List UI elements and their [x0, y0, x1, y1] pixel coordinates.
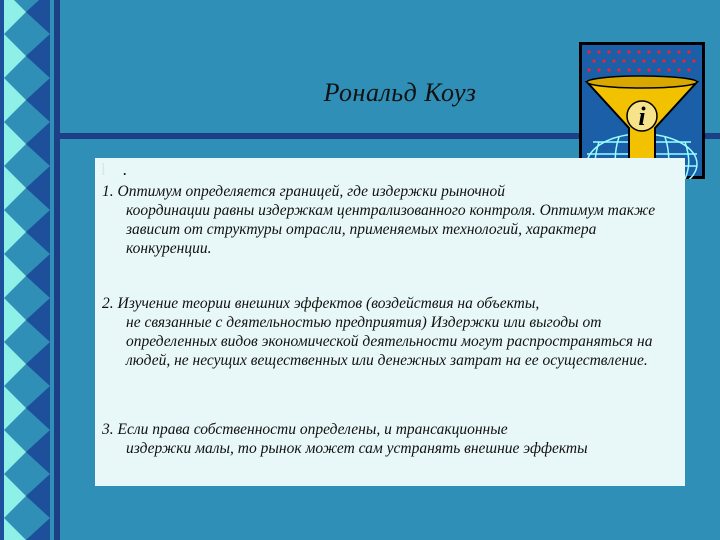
logo-dot — [607, 50, 610, 53]
strip-edge — [0, 78, 4, 122]
logo-dot — [667, 50, 670, 53]
logo-dot — [647, 68, 650, 71]
strip-edge — [0, 298, 4, 342]
logo-dot — [647, 50, 650, 53]
paragraph-2 — [102, 294, 682, 370]
logo-dot — [682, 59, 685, 62]
logo-dot — [602, 59, 605, 62]
logo-dot — [642, 59, 645, 62]
paragraph-3 — [102, 420, 677, 458]
logo-dot — [627, 50, 630, 53]
paragraph-2-continuation: не связанные с деятельностью предприятия) Издержки или выгоды от определенных видов экономической деятельности могут распространяться на людей, не несущих вещественных или денежных затрат на ее осуществление. — [126, 314, 653, 369]
logo-dot — [617, 68, 620, 71]
strip-edge — [0, 34, 4, 78]
logo-dot — [672, 59, 675, 62]
logo-dot — [687, 50, 690, 53]
paragraph-2-first-line: 2. Изучение теории внешних эффектов (воздействия на объекты, — [102, 295, 540, 312]
logo-dot — [652, 59, 655, 62]
strip-edge — [0, 386, 4, 430]
logo-dot — [692, 59, 695, 62]
logo-dot — [587, 50, 590, 53]
paragraph-3-continuation: издержки малы, то рынок может сам устранять внешние эффекты — [126, 440, 588, 457]
logo-dot — [597, 68, 600, 71]
slide-title: Рональд Коуз — [323, 78, 477, 107]
paragraph-1 — [102, 182, 677, 258]
strip-edge — [0, 474, 4, 518]
logo-dot — [627, 68, 630, 71]
logo-dot — [657, 50, 660, 53]
strip-edge — [0, 254, 4, 298]
vertical-divider-line — [54, 0, 60, 540]
strip-edge — [0, 518, 4, 540]
logo-letter: i — [638, 102, 646, 131]
content-panel — [95, 158, 685, 486]
paragraph-1-continuation: координации равны издержкам централизованного контроля. Оптимум также зависит от структуры отрасли, применяемых технологий, характера конкуренции. — [126, 202, 656, 257]
logo-dot — [592, 59, 595, 62]
logo-dot — [677, 50, 680, 53]
logo-dot — [637, 50, 640, 53]
bullet-marker: l — [101, 160, 106, 179]
logo-dot — [662, 59, 665, 62]
logo-dot — [657, 68, 660, 71]
strip-edge — [0, 166, 4, 210]
logo-dot — [622, 59, 625, 62]
paragraph-3-first-line: 3. Если права собственности определены, и трансакционные — [102, 421, 508, 438]
logo-dot — [637, 68, 640, 71]
logo-dot — [612, 59, 615, 62]
logo-dot — [632, 59, 635, 62]
logo-dot — [677, 68, 680, 71]
strip-edge — [0, 0, 4, 34]
lead-period: . — [123, 160, 128, 179]
paragraph-1-first-line: 1. Оптимум определяется границей, где издержки рыночной — [102, 183, 505, 200]
logo-dot — [667, 68, 670, 71]
logo-dot — [607, 68, 610, 71]
strip-edge — [0, 430, 4, 474]
logo-dot — [597, 50, 600, 53]
strip-edge — [0, 210, 4, 254]
strip-edge — [0, 122, 4, 166]
logo-dot — [617, 50, 620, 53]
logo-dot — [587, 68, 590, 71]
logo-dot — [687, 68, 690, 71]
strip-edge — [0, 342, 4, 386]
decorative-left-strip — [0, 0, 78, 540]
